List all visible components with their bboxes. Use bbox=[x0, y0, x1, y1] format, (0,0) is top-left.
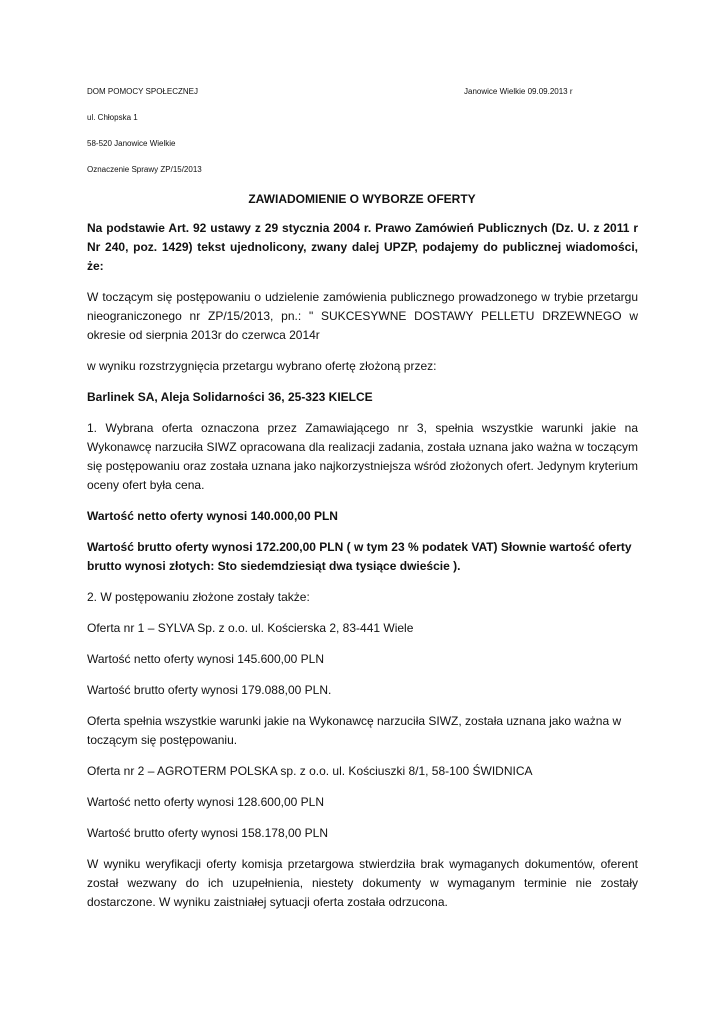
offer-2-line: Oferta nr 2 – AGROTERM POLSKA sp. z o.o. ul. Kościuszki 8/1, 58-100 ŚWIDNICA bbox=[87, 764, 533, 778]
winning-gross-value: Wartość brutto oferty wynosi 172.200,00 PLN ( w tym 23 % podatek VAT) Słownie wartość oferty brutto wynosi złotych: Sto siedemdziesiąt dwa tysiące dwieście ). bbox=[87, 540, 632, 573]
winning-net-value: Wartość netto oferty wynosi 140.000,00 PLN bbox=[87, 509, 338, 523]
offer-2-net-value: Wartość netto oferty wynosi 128.600,00 PLN bbox=[87, 795, 325, 809]
point-1-paragraph: 1. Wybrana oferta oznaczona przez Zamawiającego nr 3, spełnia wszystkie warunki jakie na Wykonawcę narzuciła SIWZ opracowana dla realizacji zadania, została uznana jako ważna w toczącym się postępowaniu oraz została uznana jako najkorzystniejsza wśród złożonych ofert. Jedynym kryterium oceny ofert była cena. bbox=[87, 421, 638, 492]
offer-1-net-value: Wartość netto oferty wynosi 145.600,00 PLN bbox=[87, 652, 325, 666]
document-title: ZAWIADOMIENIE O WYBORZE OFERTY bbox=[248, 192, 476, 206]
place-date: Janowice Wielkie 09.09.2013 r bbox=[464, 87, 573, 96]
procedure-paragraph: W toczącym się postępowaniu o udzielenie zamówienia publicznego prowadzonego w trybie przetargu nieograniczonego nr ZP/15/2013, pn.: " SUKCESYWNE DOSTAWY PELLETU DRZEWNEGO w okresie od sierpnia 2013r do czerwca 2014r bbox=[87, 290, 638, 342]
winning-offer: Barlinek SA, Aleja Solidarności 36, 25-323 KIELCE bbox=[87, 390, 373, 404]
offer-2-note: W wyniku weryfikacji oferty komisja przetargowa stwierdziła brak wymaganych dokumentów, oferent został wezwany do ich uzupełnienia, niestety dokumenty w wymaganym terminie nie zostały dostarczone. W wyniku zaistniałej sytuacji oferta została odrzucona. bbox=[87, 857, 638, 909]
legal-basis-paragraph: Na podstawie Art. 92 ustawy z 29 stycznia 2004 r. Prawo Zamówień Publicznych (Dz. U. z 2011 r Nr 240, poz. 1429) tekst ujednolicony, zwany dalej UPZP, podajemy do publicznej wiadomości, że: bbox=[87, 221, 638, 273]
result-intro: w wyniku rozstrzygnięcia przetargu wybrano ofertę złożoną przez: bbox=[87, 359, 437, 373]
offer-1-gross-value: Wartość brutto oferty wynosi 179.088,00 PLN. bbox=[87, 683, 332, 697]
org-name: DOM POMOCY SPOŁECZNEJ bbox=[87, 87, 198, 96]
point-2-paragraph: 2. W postępowaniu złożone zostały także: bbox=[87, 590, 310, 604]
document-body bbox=[87, 219, 638, 924]
offer-1-note: Oferta spełnia wszystkie warunki jakie na Wykonawcę narzuciła SIWZ, została uznana jako ważna w toczącym się postępowaniu. bbox=[87, 714, 622, 747]
sender-block bbox=[87, 86, 387, 190]
offer-2-gross-value: Wartość brutto oferty wynosi 158.178,00 PLN bbox=[87, 826, 329, 840]
case-reference: Oznaczenie Sprawy ZP/15/2013 bbox=[87, 165, 202, 174]
org-postal-city: 58-520 Janowice Wielkie bbox=[87, 139, 176, 148]
org-street: ul. Chłopska 1 bbox=[87, 113, 138, 122]
offer-1-line: Oferta nr 1 – SYLVA Sp. z o.o. ul. Kościerska 2, 83-441 Wiele bbox=[87, 621, 414, 635]
